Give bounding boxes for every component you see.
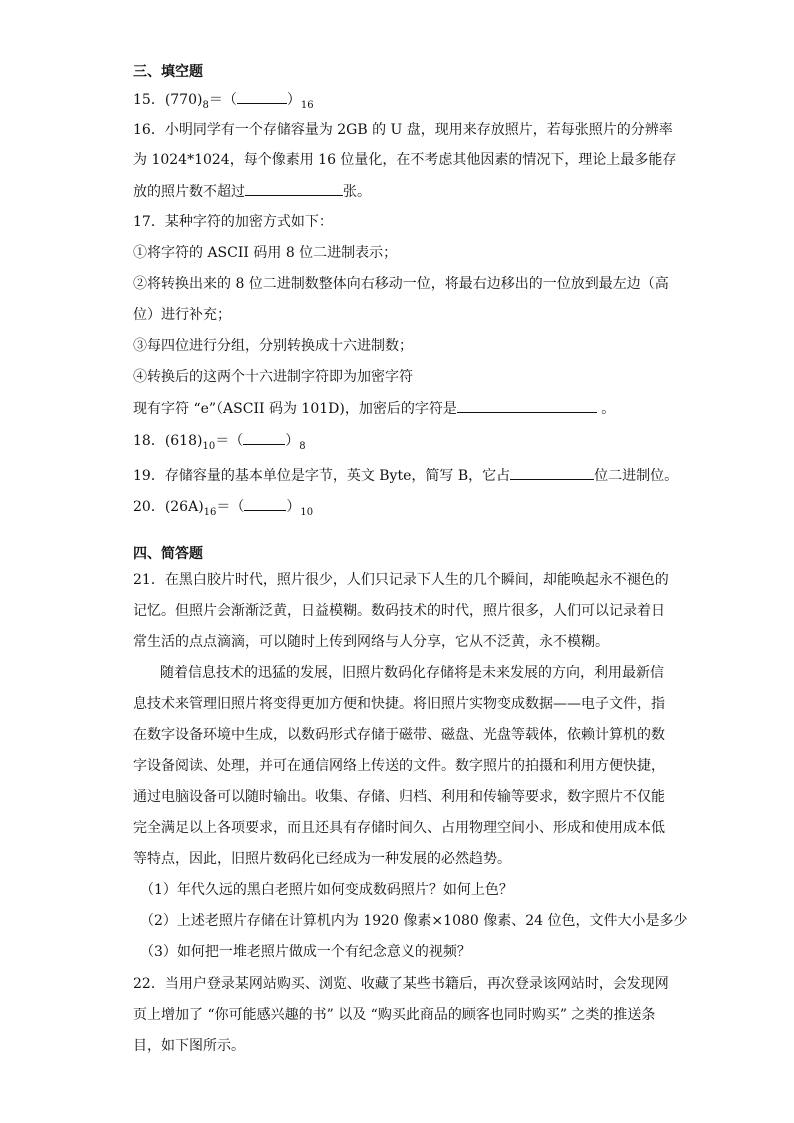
question-21-para2-line-4: 字设备阅读、处理，并可在通信网络上传送的文件。数字照片的拍摄和利用方便快捷， (133, 758, 665, 774)
question-21-line-2: 记忆。但照片会渐渐泛黄，日益模糊。数码技术的时代，照片很多，人们可以记录着日 (133, 603, 665, 619)
question-21-para2-line-6: 完全满足以上各项要求，而且还具有存储时间久、占用物理空间小、形成和使用成本低 (133, 820, 665, 836)
answer-blank-20 (244, 496, 286, 511)
question-17-step-3: ③每四位进行分组，分别转换成十六进制数； (133, 338, 413, 354)
question-21-sub-2: （2）上述老照片存储在计算机内为 1920 像素×1080 像素、24 位色，文件大小是多少 (140, 913, 688, 929)
section-heading-fill-blank: 三、填空题 (133, 64, 203, 80)
section-heading-short-answer: 四、简答题 (133, 546, 203, 562)
answer-blank-16 (245, 181, 343, 196)
question-21-line-1: 21．在黑白胶片时代，照片很少，人们只记录下人生的几个瞬间，却能唤起永不褪色的 (133, 572, 669, 588)
question-16-line-2: 为 1024*1024，每个像素用 16 位量化，在不考虑其他因素的情况下，理论上最多能存 (133, 152, 677, 168)
question-22-line-1: 22．当用户登录某网站购买、浏览、收藏了某些书籍后，再次登录该网站时，会发现网 (133, 976, 669, 992)
question-17-step-2: ②将转换出来的 8 位二进制数整体向右移动一位，将最右边移出的一位放到最左边（高 (133, 276, 669, 292)
question-15: 15．$(770)_8=$（ ）$_{16}$ (133, 89, 314, 112)
answer-blank-17 (457, 398, 597, 413)
question-16-line-3: 放的照片数不超过 张。 (133, 181, 371, 202)
question-17-prompt: 现有字符 “e”（ASCII 码为 101D)，加密后的字符是 。 (133, 398, 615, 419)
question-22-line-3: 目，如下图所示。 (133, 1038, 245, 1054)
question-17-step-4: ④转换后的这两个十六进制字符即为加密字符 (133, 369, 413, 385)
answer-blank-15 (237, 89, 287, 104)
question-21-para2-line-1: 随着信息技术的迅猛的发展，旧照片数码化存储将是未来发展的方向，利用最新信 (160, 665, 664, 681)
question-17-step-2-cont: 位）进行补充； (133, 307, 231, 323)
answer-blank-18 (243, 430, 285, 445)
question-17-line-1: 17．某种字符的加密方式如下： (133, 214, 333, 230)
question-21-para2-line-5: 通过电脑设备可以随时输出。收集、存储、归档、利用和传输等要求，数字照片不仅能 (133, 789, 665, 805)
question-21-para2-line-2: 息技术来管理旧照片将变得更加方便和快捷。将旧照片实物变成数据——电子文件，指 (133, 696, 665, 712)
question-21-para2-line-3: 在数字设备环境中生成，以数码形式存储于磁带、磁盘、光盘等载体，依赖计算机的数 (133, 727, 665, 743)
question-22-line-2: 页上增加了 “你可能感兴趣的书” 以及 “购买此商品的顾客也同时购买” 之类的推送条 (133, 1007, 656, 1023)
question-20: 20．$(26A)_{16}=$（ ）$_{10}$ (133, 496, 313, 519)
answer-blank-19 (510, 465, 594, 480)
question-16-line-1: 16．小明同学有一个存储容量为 2GB 的 U 盘，现用来存放照片，若每张照片的分辨率 (133, 122, 673, 138)
question-17-step-1: ①将字符的 ASCII 码用 8 位二进制表示； (133, 245, 398, 261)
question-18: 18．$(618)_{10}=$（ ）$_8$ (133, 430, 306, 453)
question-21-sub-3: （3）如何把一堆老照片做成一个有纪念意义的视频？ (140, 944, 471, 960)
question-21-sub-1: （1）年代久远的黑白老照片如何变成数码照片？如何上色？ (140, 882, 513, 898)
question-19: 19．存储容量的基本单位是字节，英文 Byte，简写 B，它占 位二进制位。 (133, 465, 678, 486)
question-21-para2-line-7: 等特点，因此，旧照片数码化已经成为一种发展的必然趋势。 (133, 851, 511, 867)
question-21-line-3: 常生活的点点滴滴，可以随时上传到网络与人分享，它从不泛黄，永不模糊。 (133, 634, 609, 650)
